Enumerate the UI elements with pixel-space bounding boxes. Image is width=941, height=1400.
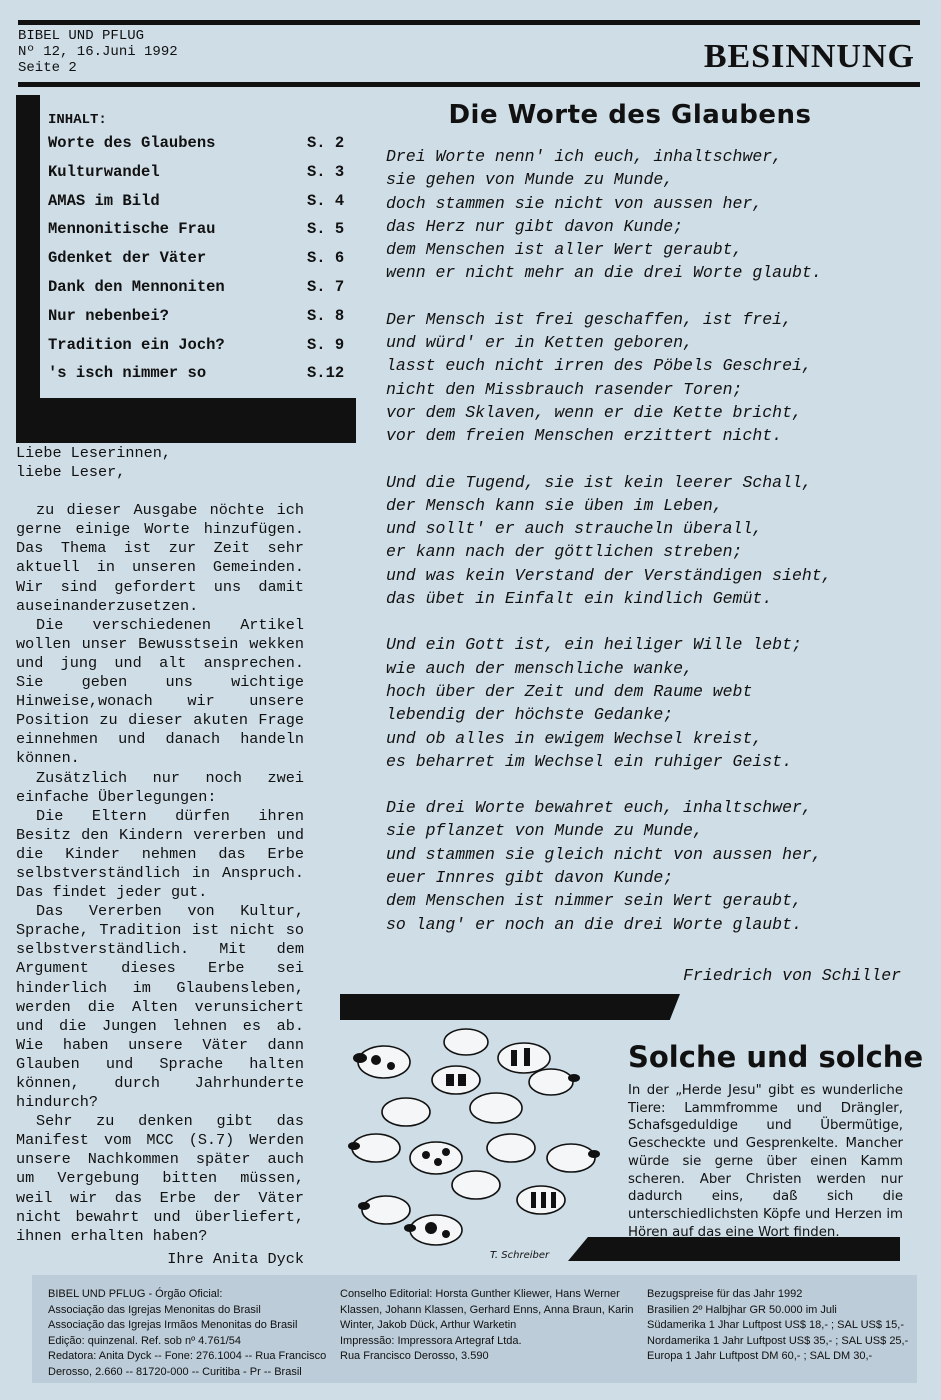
poem-line: wenn er nicht mehr an die drei Worte glaubt. [386, 263, 822, 283]
toc-item [48, 220, 353, 249]
toc-frame-bottom [16, 398, 356, 443]
poem-line: und ob alles in ewigem Wechsel kreist, [386, 728, 763, 748]
publication-name: BIBEL UND PFLUG [18, 28, 145, 44]
poem-line: so lang' er noch an die drei Worte glaubt. [386, 914, 802, 934]
toc-item-title: Gdenket der Väter [48, 249, 207, 268]
imprint-line: Associação das Igrejas Menonitas do Brasil [48, 1303, 261, 1316]
poem-line: Die drei Worte bewahret euch, inhaltschwer, [386, 798, 812, 818]
illustration-credit: T. Schreiber [490, 1250, 550, 1261]
toc-item [48, 364, 353, 393]
letter-signature: Ihre Anita Dyck [167, 1249, 304, 1268]
imprint-line: Associação das Igrejas Irmãos Menonitas do Brasil [48, 1319, 298, 1331]
toc-item [48, 278, 353, 307]
toc-item-page: S. 6 [307, 249, 345, 268]
poem-title: Die Worte des Glaubens [448, 100, 812, 130]
toc-item [48, 307, 353, 336]
toc-item [48, 192, 353, 221]
poem-line: der Mensch kann sie üben im Leben, [386, 495, 723, 515]
toc-item-page: S. 8 [307, 306, 345, 325]
poem-line: dem Menschen ist aller Wert geraubt, [386, 240, 743, 260]
letter-greeting: Liebe Leserinnen, [16, 444, 171, 462]
poem-line: vor dem freien Menschen erzittert nicht. [386, 426, 783, 446]
toc-item-title: AMAS im Bild [48, 191, 160, 210]
imprint-line: Rua Francisco Derosso, 3.590 [340, 1350, 489, 1362]
toc-list [48, 134, 353, 393]
imprint-prices [647, 1287, 908, 1365]
poem-stanza [386, 308, 916, 448]
letter-paragraph: Die verschiedenen Artikel wollen unser Bewusstsein wekken und jung und alt ansprechen. Sie geben uns wichtige Hinweise,wonach wir unsere Position zu dieser akuten Frage einnehmen und danach handeln können. [16, 615, 304, 768]
toc-item-page: S. 9 [307, 335, 345, 354]
ad-text: In der „Herde Jesu" gibt es wunderliche Tiere: Lammfromme und Drängler, Schafsgeduldige und Übermütige, Gescheckte und Gesprenkelte. Mancher würde sie gerne über einen Kamm scheren. Aber Christen werden nur dadurch eins, daß sich die unterschiedlichsten Köpfe und Herzen im Hören auf das eine Wort finden. [628, 1083, 903, 1240]
toc-item-title: Nur nebenbei? [48, 306, 169, 325]
toc-item-page: S. 5 [307, 220, 345, 239]
imprint-line: Brasilien 2º Halbjhar GR 50.000 im Juli [647, 1303, 837, 1316]
imprint-publisher [48, 1287, 326, 1380]
imprint-line: Europa 1 Jahr Luftpost DM 60,- ; SAL DM 30,- [647, 1350, 873, 1362]
poem-line: wie auch der menschliche wanke, [386, 658, 693, 678]
poem-author: Friedrich von Schiller [683, 966, 901, 985]
imprint-line: Nordamerika 1 Jahr Luftpost US$ 35,- ; SAL US$ 25,- [647, 1334, 909, 1347]
toc-item-page: S. 4 [307, 191, 345, 210]
poem-line: nicht den Missbrauch rasender Toren; [386, 379, 743, 399]
toc-item-title: Kulturwandel [48, 162, 160, 181]
header-rule-bottom [18, 82, 920, 87]
poem-stanza [386, 145, 916, 285]
poem-stanza [386, 633, 916, 773]
imprint-line: Derosso, 2.660 -- 81720-000 -- Curitiba - Pr -- Brasil [48, 1365, 302, 1378]
imprint-footer [32, 1275, 917, 1383]
toc-item-title: 's isch nimmer so [48, 364, 207, 383]
imprint-line: BIBEL UND PFLUG - Órgão Oficial: [48, 1288, 223, 1300]
ad-title: Solche und solche [628, 1040, 924, 1074]
letter-greeting: liebe Leser, [16, 463, 126, 482]
poem-line: und sollt' er auch straucheln überall, [386, 519, 763, 539]
imprint-line: Klassen, Johann Klassen, Gerhard Enns, Anna Braun, Karin [340, 1303, 634, 1316]
toc-item-page: S.12 [307, 364, 345, 383]
imprint-line: Südamerika 1 Jhar Luftpost US$ 18,- ; SAL US$ 15,- [647, 1319, 905, 1331]
poem-line: es beharret im Wechsel ein ruhiger Geist. [386, 751, 792, 771]
poem-line: sie pflanzet von Munde zu Munde, [386, 821, 703, 841]
poem-line: und was kein Verstand der Verständigen sieht, [386, 565, 832, 585]
page-number: Seite 2 [18, 60, 77, 76]
poem-line: und würd' er in Ketten geboren, [386, 333, 693, 353]
poem-line: das übet in Einfalt ein kindlich Gemüt. [386, 589, 773, 609]
poem-line: Der Mensch ist frei geschaffen, ist frei, [386, 309, 792, 329]
letter-paragraph: Die Eltern dürfen ihren Besitz den Kindern vererben und die Kinder nehmen das Erbe selbstverständlich in Anspruch. Das findet jeder gut. [16, 806, 304, 902]
section-title: BESINNUNG [703, 38, 915, 75]
poem-line: er kann nach der göttlichen streben; [386, 542, 743, 562]
letter-paragraph: zu dieser Ausgabe nöchte ich gerne einige Worte hinzufügen. Das Thema ist zur Zeit sehr aktuell in unseren Gemeinden. Wir sind gefordert uns damit auseinanderzusetzen. [16, 501, 304, 615]
poem-line: lebendig der höchste Gedanke; [386, 705, 674, 725]
poem-body [386, 145, 916, 959]
toc-item-page: S. 3 [307, 162, 345, 181]
toc-item-page: S. 2 [307, 134, 345, 152]
sheep-illustration [346, 1020, 616, 1260]
issue-number: Nº 12, 16.Juni 1992 [18, 44, 178, 60]
poem-stanza [386, 471, 916, 611]
toc-item-title: Dank den Mennoniten [48, 277, 225, 296]
poem-line: euer Innres gibt davon Kunde; [386, 868, 674, 888]
editor-letter [16, 444, 304, 1269]
header-rule-top [18, 20, 920, 25]
imprint-line: Winter, Jakob Dück, Arthur Warketin [340, 1319, 517, 1331]
imprint-line: Edição: quinzenal. Ref. sob nº 4.761/54 [48, 1334, 241, 1347]
toc-item-page: S. 7 [307, 277, 345, 296]
letter-paragraph: Sehr zu denken gibt das Manifest vom MCC (S.7) Werden unsere Nachkommen später auch um Vergebung bitten müssen, weil wir das Erbe der Väter nicht bewahrt und überliefert, ihnen erhalten haben? [16, 1112, 304, 1245]
poem-line: und stammen sie gleich nicht von aussen her, [386, 844, 822, 864]
poem-line: vor dem Sklaven, wenn er die Kette bricht, [386, 402, 802, 422]
poem-stanza [386, 796, 916, 936]
imprint-line: Conselho Editorial: Horsta Gunther Kliewer, Hans Werner [340, 1288, 620, 1300]
toc-item [48, 336, 353, 365]
poem-line: Und die Tugend, sie ist kein leerer Schall, [386, 472, 812, 492]
toc-item-title: Mennonitische Frau [48, 220, 216, 239]
imprint-line: Bezugspreise für das Jahr 1992 [647, 1288, 803, 1300]
poem-line: hoch über der Zeit und dem Raume webt [386, 681, 753, 701]
poem-line: lasst euch nicht irren des Pöbels Geschrei, [386, 356, 812, 376]
imprint-editorial [340, 1287, 634, 1365]
poem-line: doch stammen sie nicht von aussen her, [386, 193, 763, 213]
toc-heading: INHALT: [48, 112, 107, 128]
poem-line: dem Menschen ist nimmer sein Wert geraubt, [386, 891, 802, 911]
toc-item-title: Worte des Glaubens [48, 134, 216, 152]
poem-line: das Herz nur gibt davon Kunde; [386, 216, 684, 236]
letter-paragraph: Zusätzlich nur noch zwei einfache Überlegungen: [16, 768, 304, 806]
poem-line: Und ein Gott ist, ein heiliger Wille lebt; [386, 635, 802, 655]
toc-item [48, 249, 353, 278]
imprint-line: Redatora: Anita Dyck -- Fone: 276.1004 -- Rua Francisco [48, 1350, 327, 1362]
poem-line: Drei Worte nenn' ich euch, inhaltschwer, [386, 147, 783, 166]
toc-item-title: Tradition ein Joch? [48, 335, 225, 354]
masthead [18, 28, 178, 76]
toc-item [48, 163, 353, 192]
ad-frame-top [340, 994, 680, 1020]
table-of-contents [48, 112, 353, 393]
imprint-line: Impressão: Impressora Artegraf Ltda. [340, 1334, 522, 1347]
toc-item [48, 134, 353, 163]
poem-line: sie gehen von Munde zu Munde, [386, 170, 674, 190]
letter-paragraph: Das Vererben von Kultur, Sprache, Tradition ist nicht so selbstverständlich. Mit dem Argument dieses Erbe sei hinderlich im Glaubensleben, werden die Alten verunsichert und die Jungen lehnen es ab. Wie haben unsere Väter dann Glauben und Sprache halten können, durch Jahrhunderte hindurch? [16, 902, 304, 1112]
toc-frame-left [16, 95, 40, 443]
letter-body [16, 501, 304, 1246]
